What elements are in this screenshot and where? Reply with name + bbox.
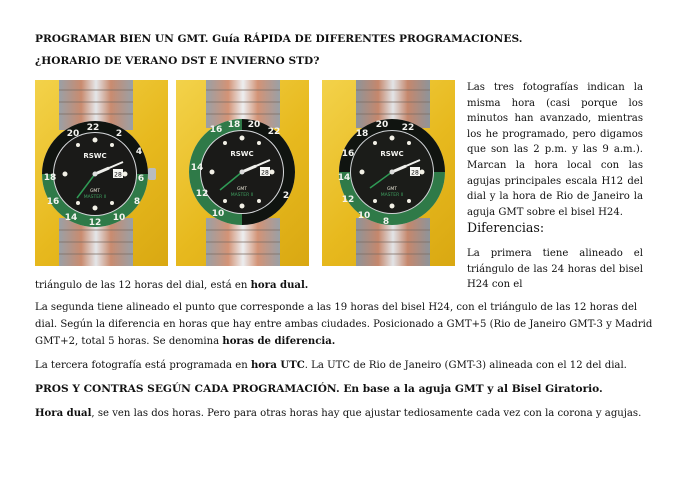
dial-line2-1: MASTER II: [83, 195, 107, 200]
svg-text:16: 16: [341, 149, 355, 159]
paragraph-3-bold: hora UTC: [250, 360, 305, 371]
paragraph-1-end: [35, 280, 308, 291]
svg-text:20: 20: [375, 120, 389, 130]
svg-text:14: 14: [64, 213, 78, 223]
paragraph-4: [35, 405, 655, 422]
paragraph-3-rest: . La UTC de Rio de Janeiro (GMT-3) alineada con el 12 del dial.: [304, 360, 627, 371]
pros-cons-heading: PROS Y CONTRAS SEGÚN CADA PROGRAMACIÓN. En base a la aguja GMT y al Bisel Giratorio.: [35, 383, 603, 395]
paragraph-3: [35, 357, 655, 374]
svg-text:14: 14: [190, 163, 204, 173]
svg-text:2: 2: [282, 191, 290, 201]
svg-text:10: 10: [112, 213, 126, 223]
watch-photo-3: [322, 80, 455, 266]
dial-line2-3: MASTER II: [380, 193, 404, 198]
svg-text:2: 2: [115, 129, 123, 139]
svg-text:22: 22: [86, 123, 100, 133]
svg-text:12: 12: [341, 195, 355, 205]
watch-photo-1: [35, 80, 168, 266]
date-window-1: 28: [114, 171, 122, 179]
date-window-2: 28: [261, 169, 269, 177]
svg-text:12: 12: [88, 218, 102, 228]
dial-line2-2: MASTER II: [230, 193, 254, 198]
svg-text:14: 14: [337, 173, 351, 183]
paragraph-2: [35, 299, 655, 350]
paragraph-2-text: La segunda tiene alineado el punto que corresponde a las 19 horas del bisel H24, con el triángulo de las 12 horas del dial. Según la diferencia en horas que hay entre ambas ciudades. Posicionado a GMT+5 (Rio de Janeiro GMT-3 y Madrid GMT+2, total 5 horas. Se denomina: [35, 302, 653, 347]
paragraph-4-bold: Hora dual: [35, 408, 92, 419]
dial-brand-1: RSWC: [83, 152, 107, 160]
svg-text:4: 4: [135, 147, 143, 157]
dial-line1-2: GMT: [236, 187, 248, 192]
document-title: PROGRAMAR BIEN UN GMT. Guía RÁPIDA DE DIFERENTES PROGRAMACIONES.: [35, 33, 523, 45]
svg-text:6: 6: [137, 174, 145, 184]
paragraph-1-start: La primera tiene alineado el triángulo de las 24 horas del bisel H24 con el: [467, 248, 643, 291]
document-subtitle: ¿HORARIO DE VERANO DST E INVIERNO STD?: [35, 55, 320, 67]
svg-text:16: 16: [46, 197, 60, 207]
dial-brand-3: RSWC: [380, 150, 404, 158]
paragraph-3-text: La tercera fotografía está programada en: [35, 360, 251, 371]
paragraph-1-text: triángulo de las 12 horas del dial, está en: [35, 280, 251, 291]
date-window-3: 28: [411, 169, 419, 177]
watch-illustration-2: [176, 80, 309, 266]
svg-text:12: 12: [195, 189, 209, 199]
svg-text:20: 20: [247, 120, 261, 130]
dial-line1-1: GMT: [89, 189, 101, 194]
svg-text:18: 18: [355, 129, 369, 139]
svg-text:22: 22: [267, 127, 281, 137]
svg-text:16: 16: [209, 125, 223, 135]
svg-text:22: 22: [401, 123, 415, 133]
watch-photo-2: [176, 80, 309, 266]
paragraph-1-bold: hora dual.: [250, 280, 309, 291]
svg-text:10: 10: [357, 211, 371, 221]
paragraph-4-text: , se ven las dos horas. Pero para otras horas hay que ajustar tediosamente cada vez con la corona y agujas.: [91, 408, 642, 419]
watch-illustration-1: [35, 80, 168, 266]
svg-text:10: 10: [211, 209, 225, 219]
dial-line1-3: GMT: [386, 187, 398, 192]
svg-text:8: 8: [382, 217, 390, 227]
svg-text:18: 18: [227, 120, 241, 130]
differences-heading: Diferencias:: [467, 220, 545, 235]
svg-text:20: 20: [66, 129, 80, 139]
svg-text:8: 8: [133, 197, 141, 207]
dial-brand-2: RSWC: [230, 150, 254, 158]
photos-explanation: Las tres fotografías indican la misma hora (casi porque los minutos han avanzado, mientras los he programado, pero digamos que son las 2 p.m. y las 9 a.m.). Marcan la hora local con las agujas principales escala H12 del dial y la hora de Rio de Janeiro la aguja GMT sobre el bisel H24.: [467, 82, 643, 218]
svg-text:18: 18: [43, 173, 57, 183]
watch-illustration-3: [322, 80, 455, 266]
paragraph-2-bold: horas de diferencia.: [222, 336, 336, 347]
